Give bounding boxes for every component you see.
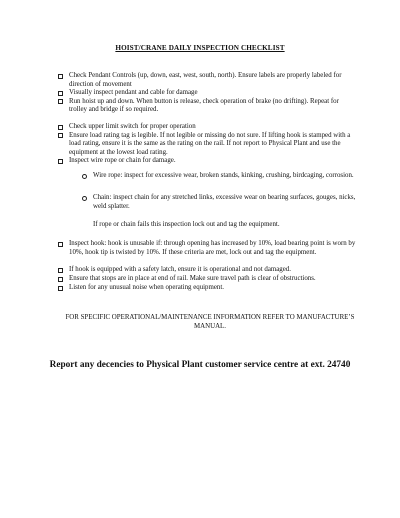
checklist-item-text: Check upper limit switch for proper operation: [69, 123, 196, 130]
sub-item-text: Wire rope: inspect for excessive wear, broken stands, kinking, crushing, birdcaging, corrosion.: [93, 172, 354, 179]
checkbox-icon: [58, 159, 63, 164]
sub-item: [82, 172, 362, 181]
checkbox-icon: [58, 125, 63, 130]
checklist-item: [58, 266, 358, 275]
sub-item: [82, 194, 362, 211]
circle-bullet-icon: [82, 196, 87, 201]
report-contact-line: Report any decencies to Physical Plant customer service centre at ext. 24740: [49, 360, 351, 370]
checklist-item: [58, 157, 358, 166]
checklist-item: [58, 123, 358, 132]
checklist-item-text: Ensure that stops are in place at end of rail. Make sure travel path is clear of obstructions.: [69, 275, 316, 282]
checklist-item: [58, 89, 358, 98]
document-title: HOIST/CRANE DAILY INSPECTION CHECKLIST: [115, 44, 285, 52]
checklist-item-text: If hook is equipped with a safety latch, ensure it is operational and not damaged.: [69, 266, 291, 273]
checkbox-icon: [58, 242, 63, 247]
sub-item-text: Chain: inspect chain for any stretched links, excessive wear on bearing surfaces, gouges, nicks, weld splatter.: [93, 194, 356, 210]
checklist-item-text: Inspect hook: hook is unusable if: through opening has increased by 10%, load bearing point is worn by 10%, hook tip is twisted by 10%. If these criteria are met, lock out and tag the equipment.: [69, 240, 356, 256]
checklist-item-text: Check Pendant Controls (up, down, east, west, south, north). Ensure labels are properly labeled for direction of movement: [69, 72, 342, 88]
checkbox-icon: [58, 286, 63, 291]
checklist-item-text: Listen for any unusual noise when operating equipment.: [69, 284, 225, 291]
checklist-item: [58, 240, 358, 257]
checkbox-icon: [58, 99, 63, 104]
checklist-item: [58, 132, 358, 158]
checklist-item-text: Inspect wire rope or chain for damage.: [69, 157, 176, 164]
checklist-item: [58, 98, 358, 115]
checklist-item: [58, 275, 358, 284]
checkbox-icon: [58, 74, 63, 79]
checkbox-icon: [58, 91, 63, 96]
checklist-item-text: Visually inspect pendant and cable for damage: [69, 89, 198, 96]
checklist-item-text: Run hoist up and down. When button is release, check operation of brake (no drifting). Repeat for trolley and bridge if so required.: [69, 97, 339, 114]
checklist-item-text: Ensure load rating tag is legible. If not legible or missing do not sure. If lifting hook is stamped with a load rating, ensure it is the same as the rating on the rail. If not report to Physical Plant and use the equipment at the lowest load rating.: [69, 131, 351, 156]
checkbox-icon: [58, 268, 63, 273]
checkbox-icon: [58, 133, 63, 138]
checklist-item: [58, 284, 358, 293]
circle-bullet-icon: [82, 174, 87, 179]
manual-reference-note: FOR SPECIFIC OPERATIONAL/MAINTENANCE INFORMATION REFER TO MANUFACTURE’S MANUAL.: [65, 314, 355, 330]
rope-chain-note: If rope or chain fails this inspection lock out and tag the equipment.: [93, 221, 280, 228]
checklist-item: [58, 72, 358, 89]
checkbox-icon: [58, 277, 63, 282]
